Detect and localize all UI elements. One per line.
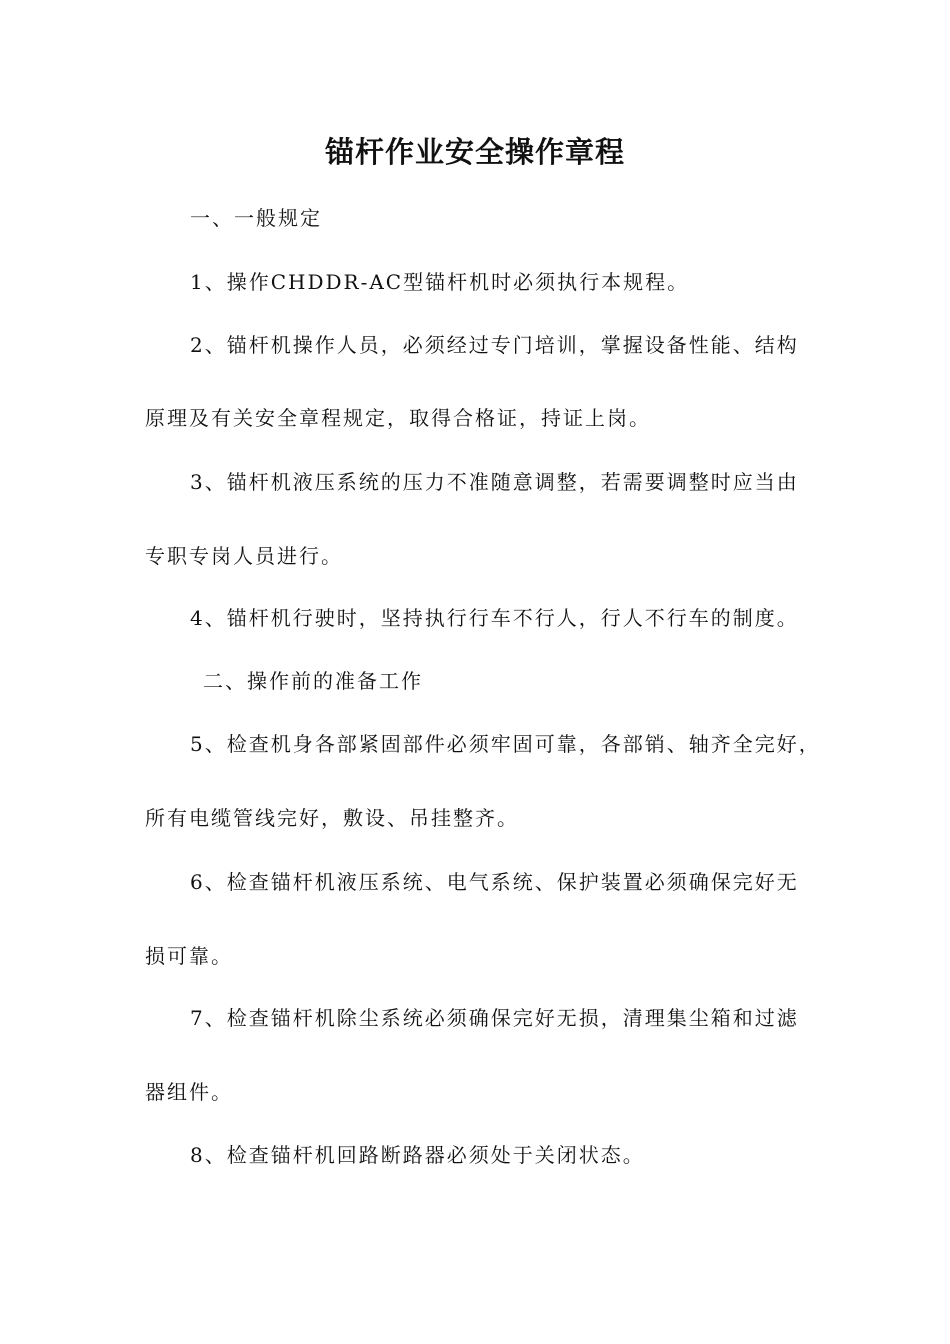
paragraph-line: 7、检查锚杆机除尘系统必须确保完好无损，清理集尘箱和过滤 bbox=[190, 1006, 799, 1030]
paragraph-line: 原理及有关安全章程规定，取得合格证，持证上岗。 bbox=[145, 406, 651, 430]
paragraph-line: 2、锚杆机操作人员，必须经过专门培训，掌握设备性能、结构 bbox=[190, 333, 799, 357]
paragraph-line: 专职专岗人员进行。 bbox=[145, 544, 343, 568]
paragraph-line: 5、检查机身各部紧固部件必须牢固可靠，各部销、轴齐全完好， bbox=[190, 732, 821, 756]
document-title: 锚杆作业安全操作章程 bbox=[324, 135, 625, 169]
paragraph-line: 损可靠。 bbox=[145, 944, 233, 968]
paragraph-line: 1、操作CHDDR-AC型锚杆机时必须执行本规程。 bbox=[190, 270, 690, 294]
section-heading-general: 一、一般规定 bbox=[190, 206, 322, 230]
paragraph-line: 6、检查锚杆机液压系统、电气系统、保护装置必须确保完好无 bbox=[190, 870, 799, 894]
paragraph-line: 8、检查锚杆机回路断路器必须处于关闭状态。 bbox=[190, 1143, 645, 1167]
section-heading-preparation: 二、操作前的准备工作 bbox=[203, 669, 423, 693]
paragraph-line: 器组件。 bbox=[145, 1080, 233, 1104]
paragraph-line: 4、锚杆机行驶时，坚持执行行车不行人，行人不行车的制度。 bbox=[190, 606, 799, 630]
paragraph-line: 所有电缆管线完好，敷设、吊挂整齐。 bbox=[145, 806, 519, 830]
paragraph-line: 3、锚杆机液压系统的压力不准随意调整，若需要调整时应当由 bbox=[190, 470, 799, 494]
